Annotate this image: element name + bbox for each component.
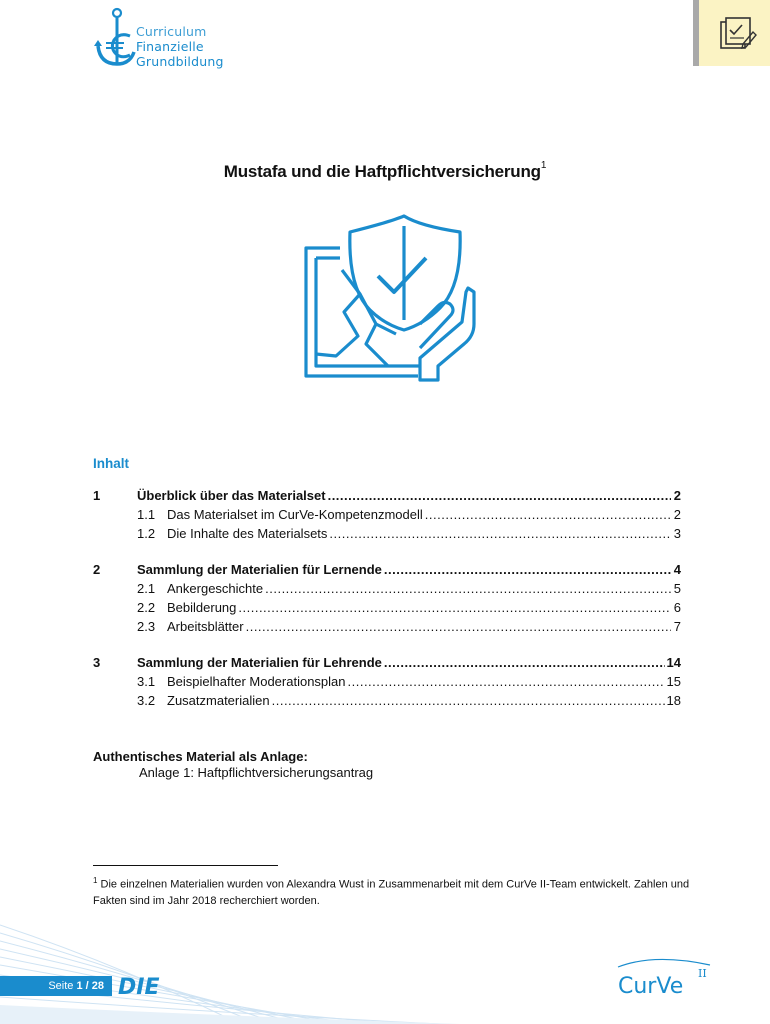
toc-leader-dots — [384, 562, 671, 577]
logo-line-2: Finanzielle — [136, 39, 204, 54]
toc-page-num: 18 — [666, 693, 681, 708]
annex-block — [93, 749, 373, 780]
toc-page-num: 3 — [673, 526, 681, 541]
toc-item-2-2[interactable] — [93, 600, 681, 619]
toc-item-num: 1.1 — [137, 507, 156, 522]
toc-page-num: 5 — [673, 581, 681, 596]
worksheet-pencil-icon — [717, 14, 757, 52]
shield-check-hand-broken-window-icon — [300, 212, 485, 390]
toc-item-label: Beispielhafter Moderationsplan — [167, 674, 346, 689]
toc-section-num: 3 — [93, 655, 101, 670]
curve-logo — [614, 955, 726, 999]
toc-section-label: Sammlung der Materialien für Lehrende — [137, 655, 382, 670]
toc-item-2-3[interactable] — [93, 619, 681, 638]
toc-page-num: 6 — [673, 600, 681, 615]
anchor-euro-logo-icon — [90, 6, 140, 70]
toc-leader-dots — [348, 674, 665, 689]
toc-leader-dots — [329, 526, 671, 541]
curriculum-logo — [90, 6, 250, 70]
curve-logo-text: CurVe — [618, 974, 684, 999]
toc-section-num: 1 — [93, 488, 101, 503]
footnote-separator — [93, 865, 278, 866]
page-sep: / — [82, 980, 92, 992]
title-text: Mustafa und die Haftpflichtversicherung — [223, 162, 541, 181]
toc-item-label: Das Materialset im CurVe-Kompetenzmodell — [167, 507, 423, 522]
toc-page-num: 7 — [673, 619, 681, 634]
toc-section-label: Sammlung der Materialien für Lernende — [137, 562, 382, 577]
toc-item-num: 2.3 — [137, 619, 156, 634]
toc-heading: Inhalt — [93, 456, 129, 471]
toc-leader-dots — [272, 693, 665, 708]
footnote — [93, 873, 693, 909]
page-current: 1 — [76, 980, 83, 992]
toc-item-2-1[interactable] — [93, 581, 681, 600]
toc-page-num: 14 — [666, 655, 681, 670]
toc-section-num: 2 — [93, 562, 101, 577]
logo-line-3: Grundbildung — [136, 54, 224, 69]
toc-section-2[interactable] — [93, 562, 681, 581]
die-logo — [118, 973, 160, 997]
toc-section-1[interactable] — [93, 488, 681, 507]
toc-section-label: Überblick über das Materialset — [137, 488, 326, 503]
toc-leader-dots — [425, 507, 671, 522]
page-number-badge — [0, 976, 112, 996]
toc-item-label: Ankergeschichte — [167, 581, 264, 596]
toc-item-num: 3.1 — [137, 674, 156, 689]
toc-item-num: 2.1 — [137, 581, 156, 596]
toc-item-1-1[interactable] — [93, 507, 681, 526]
toc-leader-dots — [265, 581, 671, 596]
toc-page-num: 2 — [673, 507, 681, 522]
toc-item-label: Die Inhalte des Materialsets — [167, 526, 328, 541]
toc-leader-dots — [246, 619, 671, 634]
toc-item-1-2[interactable] — [93, 526, 681, 545]
footnote-mark: 1 — [93, 876, 98, 885]
annex-line: Anlage 1: Haftpflichtversicherungsantrag — [139, 765, 374, 780]
page-total: 28 — [91, 980, 104, 992]
toc-item-3-2[interactable] — [93, 693, 681, 712]
toc-item-label: Arbeitsblätter — [167, 619, 244, 634]
toc-page-num: 4 — [673, 562, 681, 577]
toc-item-label: Zusatzmaterialien — [167, 693, 270, 708]
toc-item-num: 2.2 — [137, 600, 156, 615]
toc-item-3-1[interactable] — [93, 674, 681, 693]
toc-item-num: 1.2 — [137, 526, 156, 541]
title-footnote-mark: 1 — [540, 160, 547, 171]
toc-page-num: 2 — [673, 488, 681, 503]
die-logo-text: DIE — [118, 975, 160, 997]
toc-section-3[interactable] — [93, 655, 681, 674]
curve-logo-suffix: II — [698, 967, 707, 980]
toc-item-label: Bebilderung — [167, 600, 237, 615]
annex-heading: Authentisches Material als Anlage: — [93, 749, 308, 764]
page-prefix: Seite — [48, 980, 77, 992]
toc-leader-dots — [328, 488, 671, 503]
toc-leader-dots — [238, 600, 671, 615]
footnote-text: Die einzelnen Materialien wurden von Alexandra Wust in Zusammenarbeit mit dem CurVe II-Team entwickelt. Zahlen und Fakten sind im Jahr 2018 recherchiert worden. — [93, 878, 690, 907]
table-of-contents — [93, 488, 681, 712]
toc-item-num: 3.2 — [137, 693, 156, 708]
material-type-tab — [693, 0, 770, 66]
page-title — [0, 162, 770, 182]
logo-line-1: Curriculum — [136, 24, 207, 39]
logo-text — [136, 24, 224, 69]
toc-leader-dots — [384, 655, 665, 670]
toc-page-num: 15 — [666, 674, 681, 689]
